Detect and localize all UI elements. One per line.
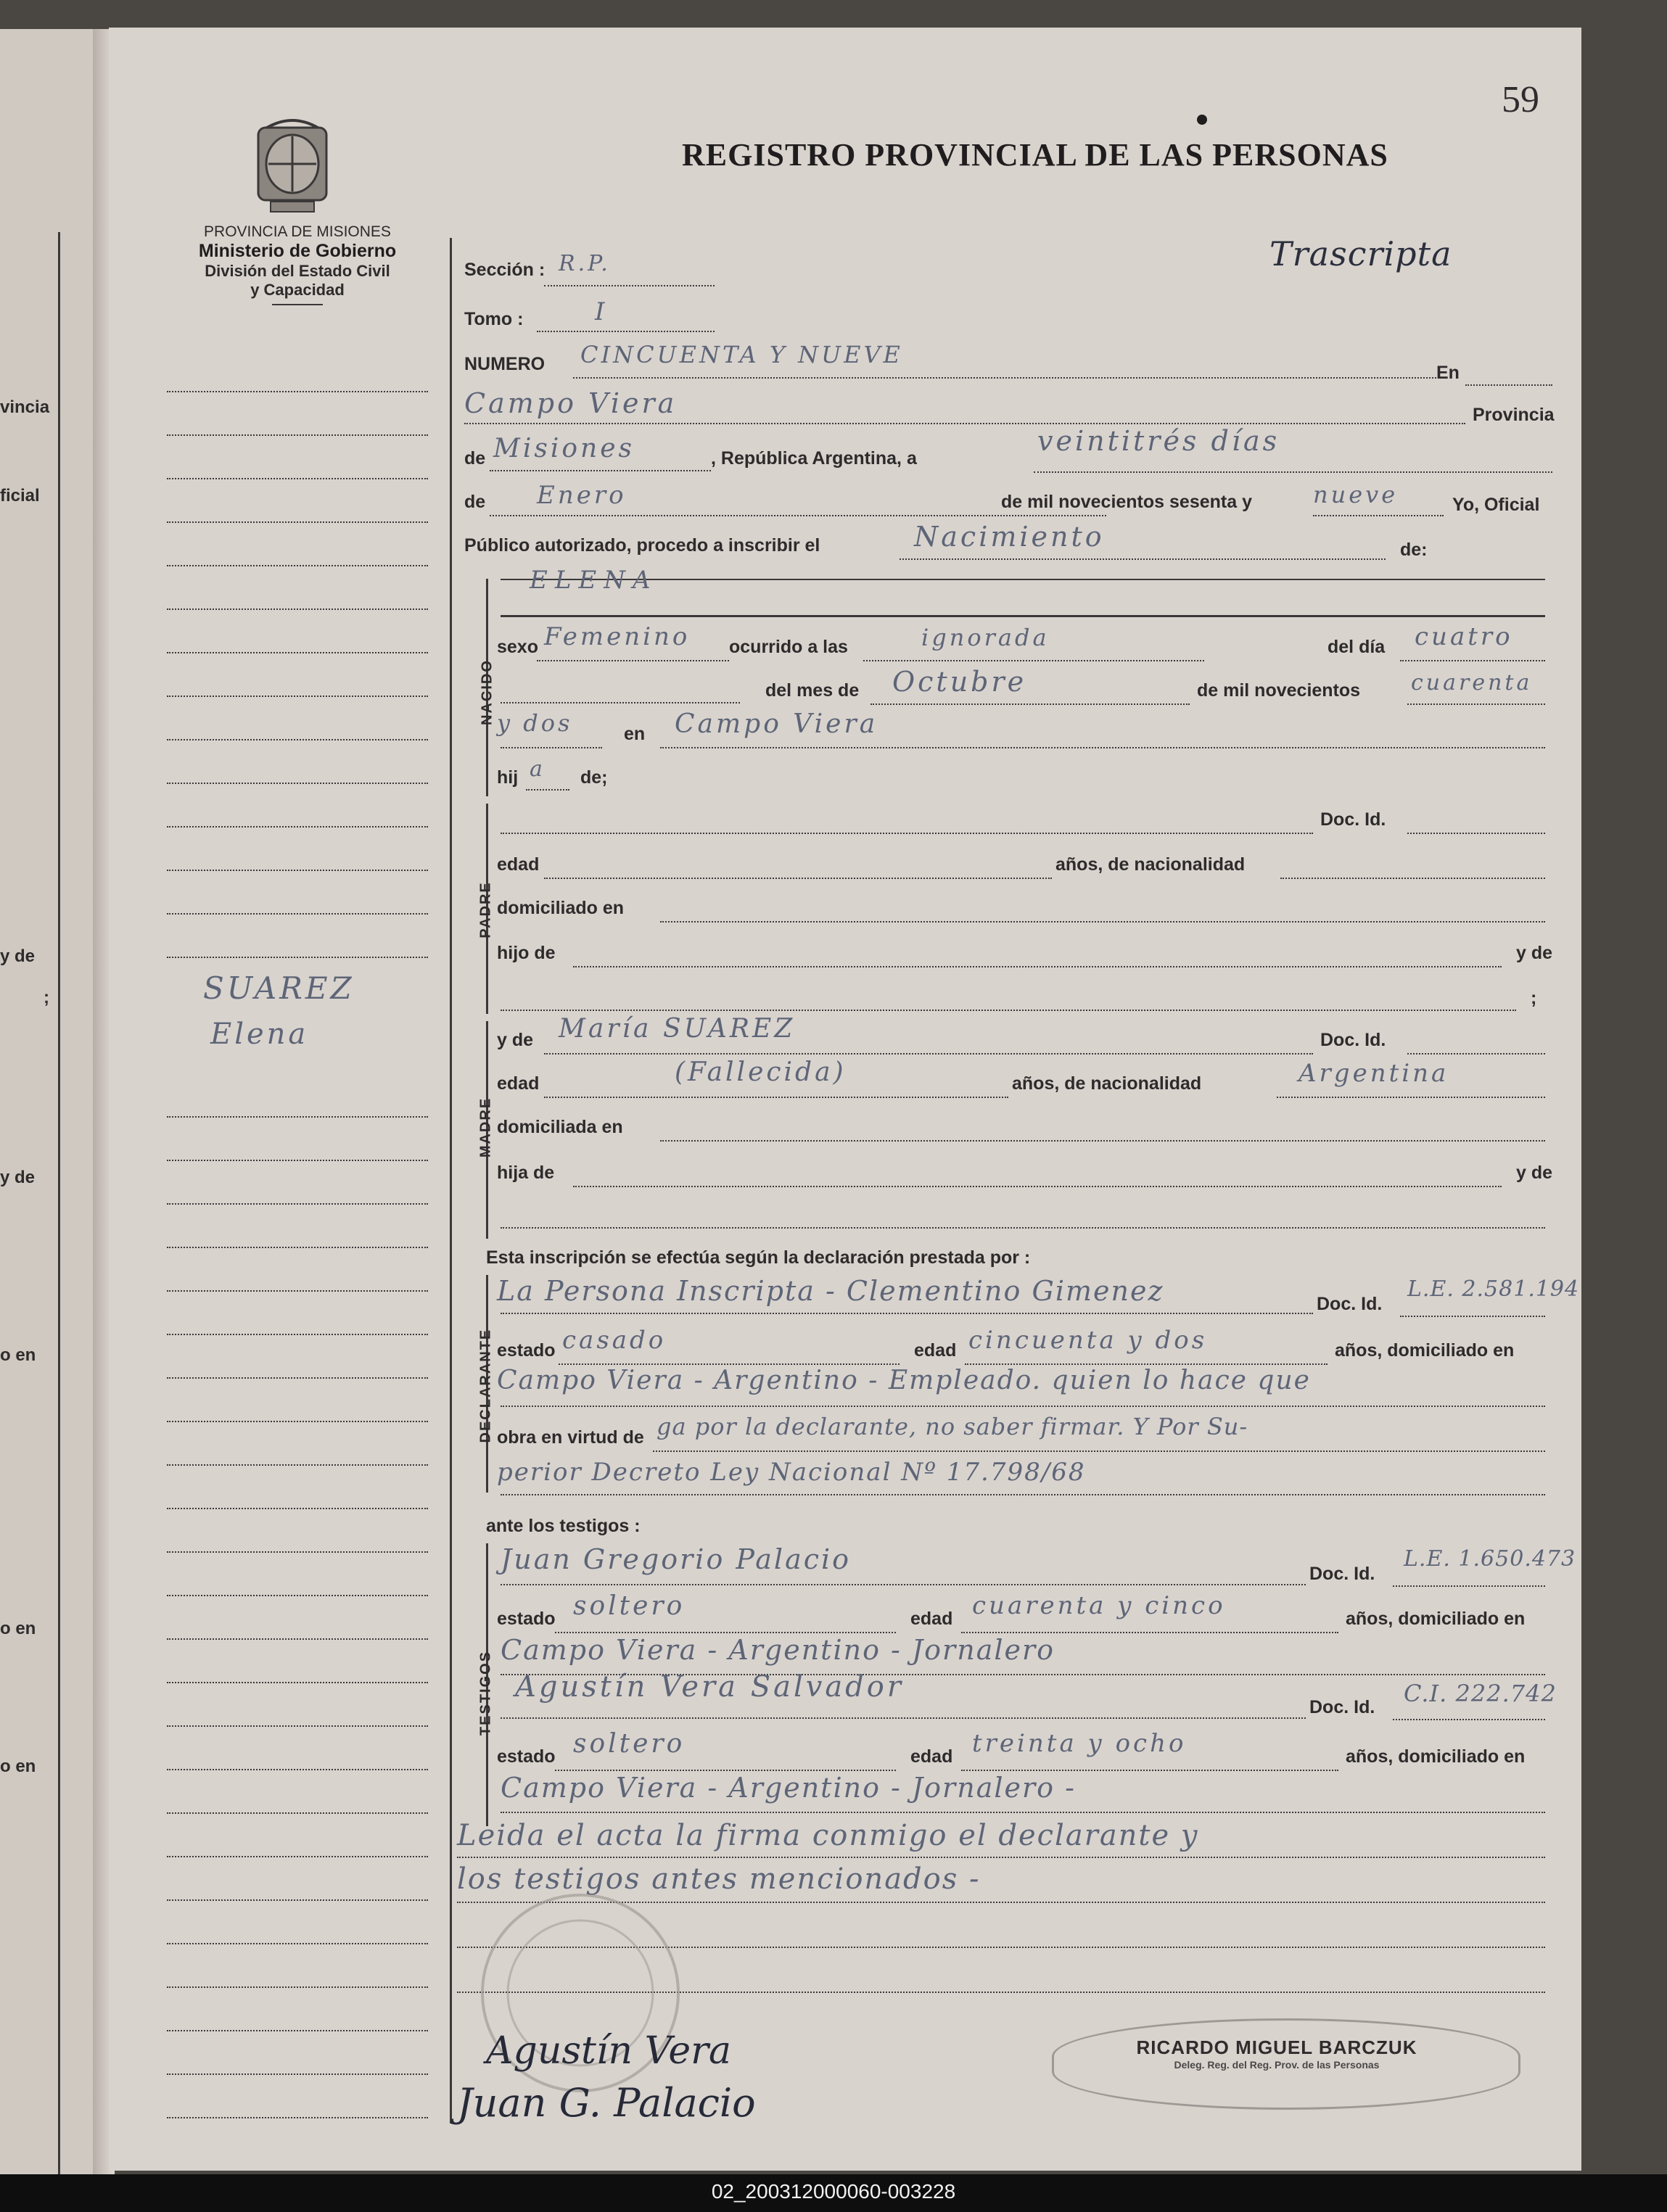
prev-text-2: ficial [0,486,40,505]
padre-nacionalidad-label: años, de nacionalidad [1055,854,1246,875]
testigo1-estado: soltero [573,1591,686,1621]
officer-signature-loop [1052,2018,1520,2110]
ocurrido-label: ocurrido a las [729,637,848,657]
testigo1-doc: L.E. 1.650.473 [1404,1546,1576,1572]
mes-value: Enero [537,481,627,510]
declarante-domicilio-label: años, domiciliado en [1335,1340,1515,1361]
prev-text-6: o en [0,1345,36,1365]
provincia-value: Misiones [493,434,635,463]
declarante-intro: Esta inscripción se efectúa según la declaración prestada por : [486,1247,1031,1268]
nacido-mes: Octubre [892,666,1027,698]
padre-domicilio-label: domiciliado en [497,898,625,918]
page-title: REGISTRO PROVINCIAL DE LAS PERSONAS [682,137,1388,173]
tomo-value: I [595,297,608,326]
declarante-estado-label: estado [497,1340,556,1361]
coat-of-arms-icon [252,113,332,222]
padre-semicolon: ; [1531,988,1537,1008]
declarante-estado-value: casado [562,1326,667,1355]
seccion-value: R.P. [559,251,611,276]
prev-text-7: o en [0,1619,36,1638]
cierre-line-1: Leida el acta la firma conmigo el declarante y [457,1819,1199,1852]
numero-value: CINCUENTA Y NUEVE [580,341,903,368]
nacido-section-label: NACIDO [479,659,495,725]
yo-text: Yo, Oficial [1452,495,1540,515]
mil-label: de mil novecientos [1197,680,1361,701]
dia-value: veintitrés días [1037,425,1280,457]
testigos-section-label: TESTIGOS [477,1650,494,1736]
testigo1-domicilio: Campo Viera - Argentino - Jornalero [501,1634,1055,1666]
officer-name: RICARDO MIGUEL BARCZUK [1136,2036,1417,2058]
de-colon: de: [1400,540,1428,560]
padre-edad-label: edad [497,854,540,875]
padre-hijo-label: hijo de [497,943,556,963]
tomo-label: Tomo : [464,309,524,329]
cierre-line-2: los testigos antes mencionados - [457,1862,981,1896]
nacido-lugar: Campo Viera [675,709,878,739]
en-label: En [1436,363,1460,383]
testigo2-doc-label: Doc. Id. [1309,1697,1375,1717]
left-surname: SUAREZ [203,970,355,1006]
declarante-obra-value-2: perior Decreto Ley Nacional Nº 17.798/68 [497,1458,1086,1487]
padre-section-label: PADRE [477,881,494,938]
madre-edad-value: (Fallecida) [675,1057,847,1087]
hij-label: hij [497,767,519,788]
republica-text: , República Argentina, a [711,448,917,469]
testigo2-estado-label: estado [497,1746,556,1767]
org-block [152,223,443,305]
anio-value: nueve [1313,481,1399,508]
lugar-value: Campo Viera [464,387,678,419]
testigo2-nombre: Agustín Vera Salvador [515,1670,904,1704]
officer-title: Deleg. Reg. del Reg. Prov. de las Personas [1174,2059,1380,2071]
acto-value: Nacimiento [914,521,1105,553]
nacido-anio: cuarenta [1411,670,1533,696]
madre-y-de-label: y de [497,1030,534,1050]
declarante-edad-value: cincuenta y dos [968,1326,1208,1355]
nacido-dia: cuatro [1415,622,1513,651]
testigo2-edad: treinta y ocho [972,1729,1187,1758]
seccion-label: Sección : [464,260,546,280]
declarante-obra-value: ga por la declarante, no saber firmar. Y Por Su- [656,1413,1248,1440]
madre-nacionalidad-label: años, de nacionalidad [1012,1073,1202,1094]
testigos-intro: ante los testigos : [486,1516,641,1536]
org-ministry: Ministerio de Gobierno [198,241,397,261]
provincia-label: Provincia [1473,405,1555,425]
prev-text-8: o en [0,1757,36,1776]
numero-label: NUMERO [464,354,546,374]
prev-text-3: y de [0,946,36,966]
org-province: PROVINCIA DE MISIONES [204,223,391,240]
del-mes-label: del mes de [765,680,860,701]
hij-de-label: de; [580,767,608,788]
madre-edad-label: edad [497,1073,540,1094]
previous-page [0,29,102,2176]
sexo-label: sexo [497,637,538,657]
padre-y-de: y de [1516,943,1553,963]
madre-nombre: María SUAREZ [559,1014,796,1044]
testigo2-edad-label: edad [910,1746,953,1767]
hora-value: ignorada [921,624,1050,651]
testigo2-estado: soltero [573,1729,686,1759]
testigo1-nombre: Juan Gregorio Palacio [501,1543,852,1575]
prev-text-1: vincia [0,397,50,417]
madre-y-de: y de [1516,1163,1553,1183]
declarante-edad-label: edad [914,1340,957,1361]
filename-bar [0,2174,1667,2212]
madre-hija-label: hija de [497,1163,555,1183]
madre-nacionalidad-value: Argentina [1298,1059,1449,1088]
nacido-nombre: ELENA [530,566,658,595]
filename-text: 02_200312000060-003228 [711,2180,956,2203]
testigo1-edad: cuarenta y cinco [972,1591,1226,1620]
madre-domicilio-label: domiciliada en [497,1117,623,1137]
declarante-doc-value: L.E. 2.581.194 [1407,1276,1580,1302]
testigo2-doc: C.I. 222.742 [1404,1680,1557,1707]
de-label-2: de [464,492,486,512]
testigo2-domicilio: Campo Viera - Argentino - Jornalero - [501,1772,1076,1804]
signature-declarante: Agustín Vera [486,2029,731,2073]
sexo-value: Femenino [544,622,691,651]
declarante-obra-label: obra en virtud de [497,1427,644,1448]
signature-testigo: Juan G. Palacio [457,2080,756,2126]
declarante-section-label: DECLARANTE [477,1328,494,1443]
ink-dot [1197,115,1207,125]
testigo2-domicilio-label: años, domiciliado en [1346,1746,1526,1767]
hij-value: a [530,756,546,782]
prev-text-4: ; [44,988,49,1007]
del-dia-label: del día [1328,637,1386,657]
page-number: 59 [1502,79,1539,120]
nacido-en-label: en [624,724,646,744]
madre-doc-label: Doc. Id. [1320,1030,1386,1050]
madre-section-label: MADRE [477,1097,494,1158]
register-page [109,28,1581,2171]
testigo1-estado-label: estado [497,1609,556,1629]
publico-text: Público autorizado, procedo a inscribir el [464,535,820,556]
declarante-domicilio-value: Campo Viera - Argentino - Empleado. quien lo hace que [497,1366,1311,1395]
testigo1-domicilio-label: años, domiciliado en [1346,1609,1526,1629]
column-divider [450,238,452,2124]
nacido-anio-2: y dos [497,709,573,737]
testigo1-edad-label: edad [910,1609,953,1629]
org-capacity: y Capacidad [250,281,345,299]
declarante-nombre: La Persona Inscripta - Clementino Gimenez [497,1275,1164,1307]
padre-doc-label: Doc. Id. [1320,809,1386,830]
testigo1-doc-label: Doc. Id. [1309,1564,1375,1584]
de-label: de [464,448,486,469]
mil-text: de mil novecientos sesenta y [1001,492,1252,512]
declarante-doc-label: Doc. Id. [1317,1294,1383,1314]
org-division: División del Estado Civil [205,262,390,280]
prev-text-5: y de [0,1168,36,1187]
annotation-trascripta: Trascripta [1269,234,1452,273]
left-given-name: Elena [210,1018,309,1051]
